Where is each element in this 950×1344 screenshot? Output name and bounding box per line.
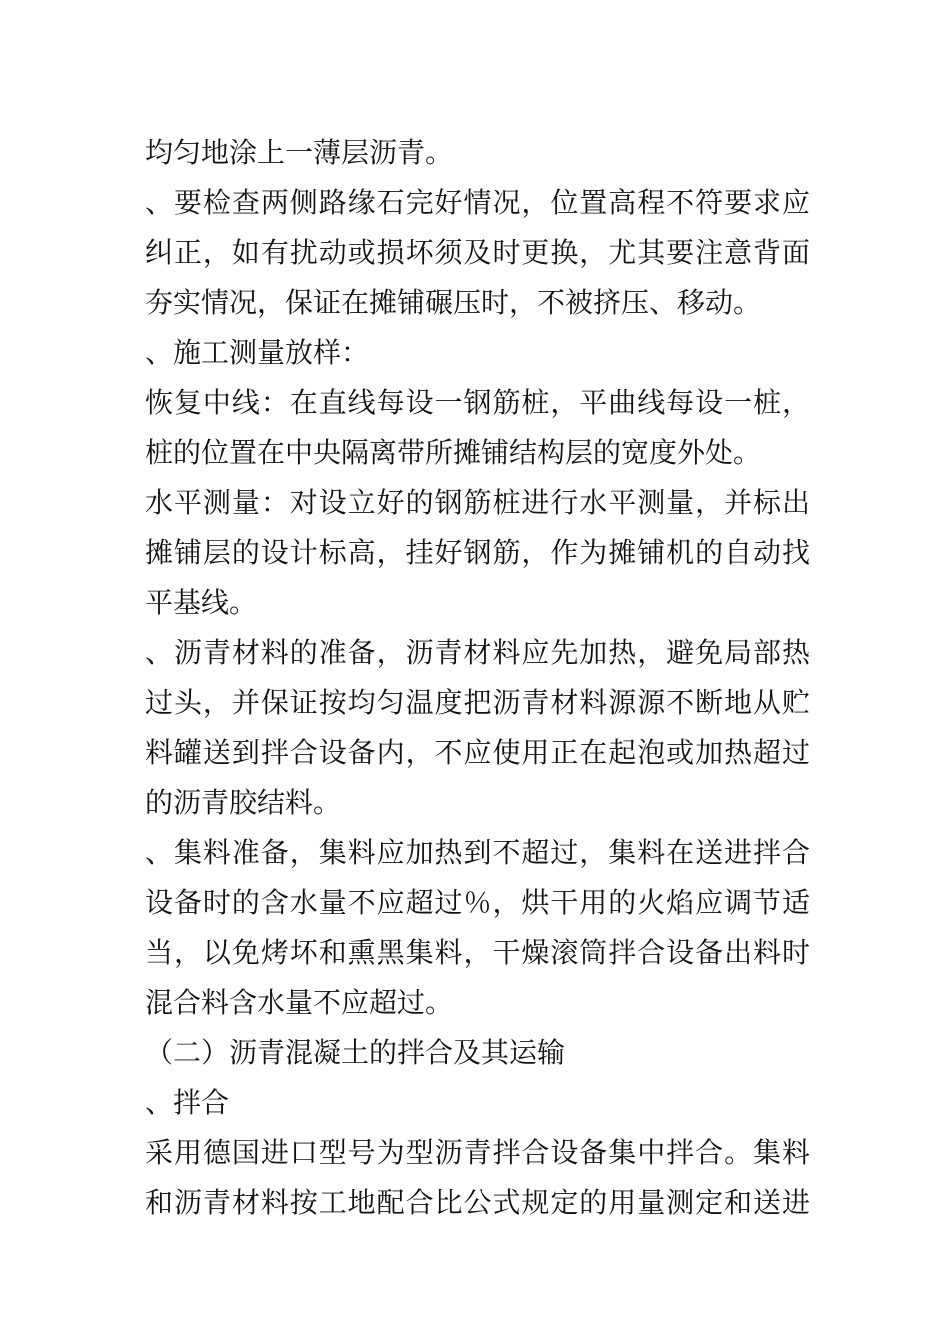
text-line: 当，以免烤坏和熏黑集料，干燥滚筒拌合设备出料时 (145, 936, 810, 969)
text-line: （二）沥青混凝土的拌合及其运输 (145, 1036, 566, 1069)
text-line: 混合料含水量不应超过。 (145, 986, 454, 1019)
text-line: 料罐送到拌合设备内，不应使用正在起泡或加热超过 (145, 736, 810, 769)
text-line: 设备时的含水量不应超过％，烘干用的火焰应调节适 (145, 886, 810, 919)
text-line: 平基线。 (145, 586, 258, 619)
text-line: 、沥青材料的准备，沥青材料应先加热，避免局部热 (145, 636, 810, 669)
paragraph-asphalt-prep (145, 628, 810, 828)
text-line: 、集料准备，集料应加热到不超过，集料在送进拌合 (145, 836, 810, 869)
text-line: 和沥青材料按工地配合比公式规定的用量测定和送进 (145, 1186, 810, 1219)
text-line: 桩的位置在中央隔离带所摊铺结构层的宽度外处。 (145, 436, 762, 469)
paragraph-asphalt-coat (145, 128, 810, 178)
text-line: 、拌合 (145, 1086, 230, 1119)
text-line: 采用德国进口型号为型沥青拌合设备集中拌合。集料 (145, 1136, 810, 1169)
paragraph-centerline (145, 378, 810, 478)
paragraph-aggregate-prep (145, 828, 810, 1028)
paragraph-mixing-plant (145, 1128, 810, 1228)
text-line: 恢复中线：在直线每设一钢筋桩，平曲线每设一桩， (145, 386, 810, 419)
text-line: 水平测量：对设立好的钢筋桩进行水平测量，并标出 (145, 486, 810, 519)
subheading-mixing (145, 1078, 810, 1128)
text-line: 均匀地涂上一薄层沥青。 (145, 136, 454, 169)
text-line: 夯实情况，保证在摊铺碾压时，不被挤压、移动。 (145, 286, 762, 319)
document-body (145, 128, 810, 1228)
paragraph-survey-heading (145, 328, 810, 378)
paragraph-level-survey (145, 478, 810, 628)
text-line: 、施工测量放样： (145, 336, 370, 369)
text-line: 过头，并保证按均匀温度把沥青材料源源不断地从贮 (145, 686, 810, 719)
paragraph-curb-check (145, 178, 810, 328)
text-line: 、要检查两侧路缘石完好情况，位置高程不符要求应 (145, 186, 810, 219)
text-line: 的沥青胶结料。 (145, 786, 342, 819)
text-line: 摊铺层的设计标高，挂好钢筋，作为摊铺机的自动找 (145, 536, 810, 569)
text-line: 纠正，如有扰动或损坏须及时更换，尤其要注意背面 (145, 236, 810, 269)
section-heading-mixing-transport (145, 1028, 810, 1078)
